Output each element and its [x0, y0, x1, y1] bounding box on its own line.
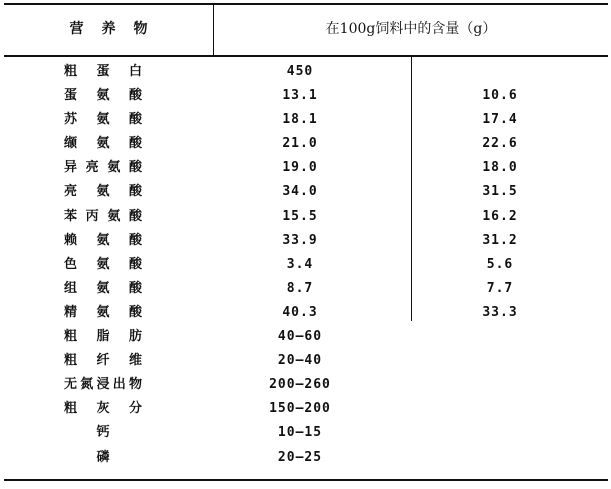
table-row	[0, 349, 611, 373]
content-value-2: 16.2	[482, 208, 518, 224]
content-value-2: 17.4	[482, 112, 518, 128]
content-value-2: 7.7	[486, 280, 514, 296]
table-row	[0, 373, 611, 397]
table-row	[0, 60, 611, 84]
content-value-2: 31.5	[482, 184, 518, 200]
content-value-1: 33.9	[282, 232, 318, 248]
table-row	[0, 156, 611, 180]
content-value-1: 10—15	[277, 425, 323, 441]
header-divider	[213, 5, 214, 55]
nutrient-name: 粗灰分	[64, 401, 142, 417]
table-row	[0, 229, 611, 253]
content-value-1: 13.1	[282, 88, 318, 104]
nutrient-name: 色氨酸	[64, 256, 142, 272]
nutrient-name: 粗脂肪	[64, 329, 142, 345]
nutrient-name: 缬氨酸	[64, 136, 142, 152]
content-value-2: 31.2	[482, 232, 518, 248]
table-row	[0, 132, 611, 156]
nutrient-name: 组氨酸	[64, 280, 142, 296]
content-value-1: 18.1	[282, 112, 318, 128]
content-value-1: 200—260	[269, 377, 331, 393]
nutrient-name: 蛋氨酸	[64, 88, 142, 104]
content-value-1: 21.0	[282, 136, 318, 152]
nutrient-name: 磷	[96, 449, 110, 465]
table-row	[0, 84, 611, 108]
table-row	[0, 325, 611, 349]
content-value-2: 5.6	[486, 256, 514, 272]
table-row	[0, 446, 611, 470]
header-content-per-100g: 在100g饲料中的含量（g）	[325, 20, 497, 37]
table-body	[0, 60, 611, 470]
nutrient-name: 异亮氨酸	[64, 160, 142, 176]
header-nutrient: 营养物	[69, 20, 166, 37]
nutrient-name: 赖氨酸	[64, 232, 142, 248]
content-value-2: 10.6	[482, 88, 518, 104]
content-value-1: 8.7	[286, 280, 314, 296]
header-rule	[4, 55, 608, 57]
content-value-1: 20—25	[277, 449, 323, 465]
table-row	[0, 253, 611, 277]
nutrient-name: 苏氨酸	[64, 112, 142, 128]
content-value-2: 18.0	[482, 160, 518, 176]
nutrient-name: 苯丙氨酸	[64, 208, 142, 224]
table-row	[0, 301, 611, 325]
nutrient-name: 亮氨酸	[64, 184, 142, 200]
nutrient-name: 精氨酸	[64, 304, 142, 320]
table-row	[0, 180, 611, 204]
bottom-rule	[4, 479, 608, 481]
nutrient-name: 无氮浸出物	[64, 377, 142, 393]
content-value-1: 450	[286, 64, 314, 79]
content-value-1: 40—60	[277, 329, 323, 345]
table-row	[0, 205, 611, 229]
table-row	[0, 397, 611, 421]
nutrient-name: 钙	[96, 425, 110, 441]
content-value-1: 40.3	[282, 304, 318, 320]
table-row	[0, 108, 611, 132]
table-row	[0, 421, 611, 445]
content-value-1: 15.5	[282, 208, 318, 224]
content-value-2: 33.3	[482, 304, 518, 320]
nutrient-name: 粗蛋白	[64, 64, 142, 79]
table-row	[0, 277, 611, 301]
nutrient-name: 粗纤维	[64, 353, 142, 369]
content-value-1: 150—200	[269, 401, 331, 417]
content-value-1: 34.0	[282, 184, 318, 200]
content-value-2: 22.6	[482, 136, 518, 152]
content-value-1: 19.0	[282, 160, 318, 176]
content-value-1: 3.4	[286, 256, 314, 272]
content-value-1: 20—40	[277, 353, 323, 369]
